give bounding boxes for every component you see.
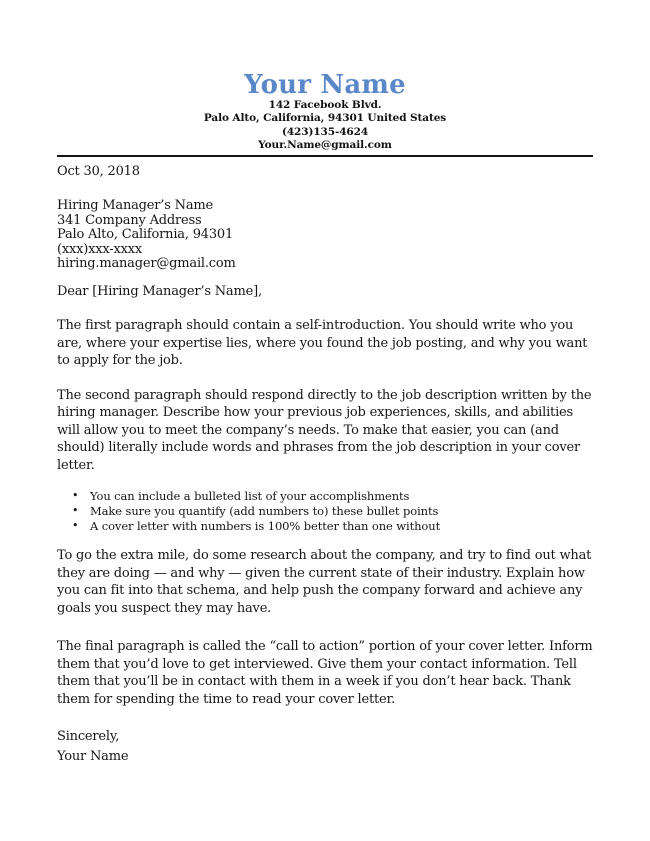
- bullet-item-text: You can include a bulleted list of your accomplishments: [90, 489, 410, 504]
- recipient-street-address: 341 Company Address: [57, 212, 202, 228]
- sender-phone: (423)135-4624: [281, 125, 369, 138]
- sender-city-state: Palo Alto, California, 94301 United States: [203, 112, 447, 125]
- bullet-item: [57, 504, 593, 519]
- paragraph-body: The second paragraph should respond directly to the job description written by the hiring manager. Describe how your previous job experiences, skills, and abilities will allow you to meet the company’s needs. To make that easier, you can (and should) literally include words and phrases from the job description in your cover letter.: [57, 387, 592, 473]
- recipient-phone: (xxx)xxx-xxxx: [57, 241, 143, 257]
- bullet-dot-icon: •: [72, 504, 79, 518]
- signature-name: Your Name: [57, 748, 129, 764]
- bullet-item: [57, 519, 593, 534]
- bullet-item-text: Make sure you quantify (add numbers to) these bullet points: [90, 504, 439, 519]
- accomplishments-bullet-list: [57, 489, 593, 534]
- bullet-dot-icon: •: [72, 519, 79, 533]
- sender-name-title: Your Name: [244, 70, 406, 100]
- bullet-dot-icon: •: [72, 489, 79, 503]
- bullet-item-text: A cover letter with numbers is 100% better than one without: [90, 519, 441, 534]
- sender-street-address: 142 Facebook Blvd.: [268, 99, 382, 111]
- sender-email: Your.Name@gmail.com: [258, 138, 392, 151]
- paragraph-research: To go the extra mile, do some research about the company, and try to find out what they are doing — and why — given the current state of their industry. Explain how you can fit into that schema, and help push the company forward and achieve any goals you suspect they may have.: [57, 548, 592, 616]
- recipient-city-state: Palo Alto, California, 94301: [57, 227, 234, 243]
- recipient-email: hiring.manager@gmail.com: [57, 256, 236, 272]
- header-divider-rule: [57, 155, 593, 157]
- closing-line: Sincerely,: [57, 729, 120, 745]
- sender-contact-block: [57, 99, 593, 152]
- recipient-block: [57, 199, 593, 272]
- letter-date: Oct 30, 2018: [57, 164, 140, 180]
- letter-header: [57, 72, 593, 157]
- salutation: Dear [Hiring Manager’s Name],: [57, 283, 262, 299]
- paragraph-call-to-action: The final paragraph is called the “call to action” portion of your cover letter. Inform them that you’d love to get interviewed. Give them your contact information. Tell them that you’ll be in contact with them in a week if you don’t hear back. Thank them for spending the time to read your cover letter.: [57, 639, 593, 707]
- paragraph-intro: The first paragraph should contain a self-introduction. You should write who you are, where your expertise lies, where you found the job posting, and why you want to apply for the job.: [57, 318, 588, 369]
- letter-body: [57, 163, 593, 765]
- recipient-name: Hiring Manager’s Name: [57, 198, 213, 214]
- bullet-item: [57, 489, 593, 504]
